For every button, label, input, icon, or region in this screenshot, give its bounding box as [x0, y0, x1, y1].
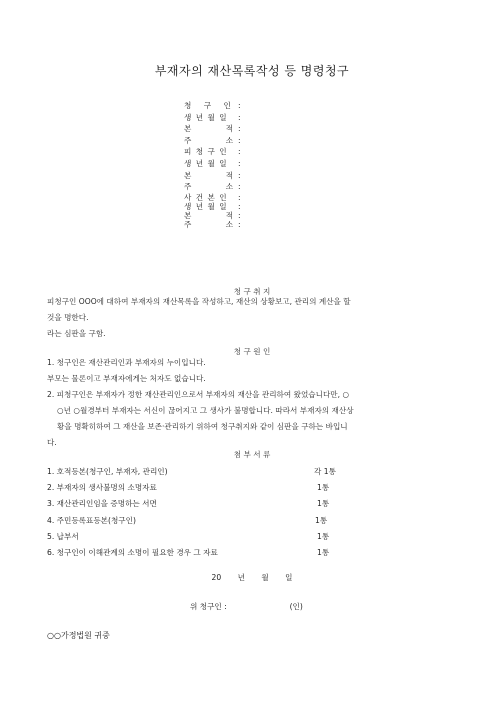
court-addressee: ○○가정법원 귀중: [47, 631, 110, 640]
document-title: 부재자의 재산목록작성 등 명령청구: [154, 64, 350, 78]
attachments-list: [47, 464, 347, 561]
attachment-item: 5. 납부서 1통: [47, 531, 330, 541]
cause-line: 1. 청구인은 재산관리인과 부재자의 누이입니다.: [47, 358, 206, 367]
attachment-item: 1. 호적등본(청구인, 부재자, 관리인) 각 1통: [47, 467, 336, 476]
attachment-item: 6. 청구인이 이해관계의 소명이 필요한 경우 그 자료 1통: [47, 547, 330, 557]
date-line: 20 년 월 일: [211, 573, 293, 582]
cause-line: 2. 피청구인은 부재자가 정한 재산관리인으로서 부재자의 재산을 관리하여 왔었습니다만, ○: [47, 390, 350, 399]
cause-line: ○년 ○월경부터 부재자는 서신이 끊어지고 그 생사가 불명합니다. 따라서 부재자의 재산상: [57, 406, 354, 415]
parties-block: [184, 100, 304, 229]
party-row: 주 소 :: [184, 135, 241, 145]
purpose-text: [47, 294, 459, 342]
party-row: 생 년 월 일 :: [184, 112, 241, 122]
purpose-heading: 청 구 취 지: [233, 287, 271, 296]
purpose-line: 피청구인 OOO에 대하여 부재자의 재산목록을 작성하고, 재산의 상황보고, 관리의 계산을 할: [47, 297, 351, 306]
seal-mark: (인): [289, 602, 303, 611]
party-row: 주 소 :: [184, 182, 241, 192]
party-row: 청 구 인 :: [184, 101, 241, 110]
signature-label: 위 청구인 :: [190, 602, 227, 611]
cause-line: 다.: [47, 438, 57, 447]
cause-text: [47, 355, 459, 451]
party-row: 본 적 :: [184, 210, 241, 220]
attachment-item: 2. 부재자의 생사불명의 소명자료 1통: [47, 483, 330, 493]
party-row: 본 적 :: [184, 124, 241, 134]
party-row: 생 년 월 일 :: [184, 158, 241, 168]
attachment-item: 3. 재산관리인임을 증명하는 서면 1통: [47, 499, 330, 509]
purpose-line: 라는 심판을 구함.: [47, 329, 106, 338]
cause-line: 황을 명확히하여 그 재산을 보존·관리하기 위하여 청구취지와 같이 심판을 구하는 바입니: [57, 422, 348, 431]
purpose-line: 것을 명한다.: [47, 313, 89, 322]
party-row: 사 건 본 인 :: [184, 192, 241, 202]
party-row: 피 청 구 인 :: [184, 147, 241, 157]
party-row: 본 적 :: [184, 170, 241, 180]
attachment-item: 4. 주민등록표등본(청구인) 1통: [47, 515, 328, 525]
party-row: 주 소 :: [184, 219, 241, 229]
signature-line: [190, 601, 303, 612]
attachments-heading: 첨 부 서 류: [233, 450, 271, 459]
party-row: 생 년 월 일 :: [184, 201, 241, 211]
cause-line: 부모는 물론이고 부재자에게는 처자도 없습니다.: [47, 374, 206, 383]
cause-heading: 청 구 원 인: [233, 347, 271, 356]
